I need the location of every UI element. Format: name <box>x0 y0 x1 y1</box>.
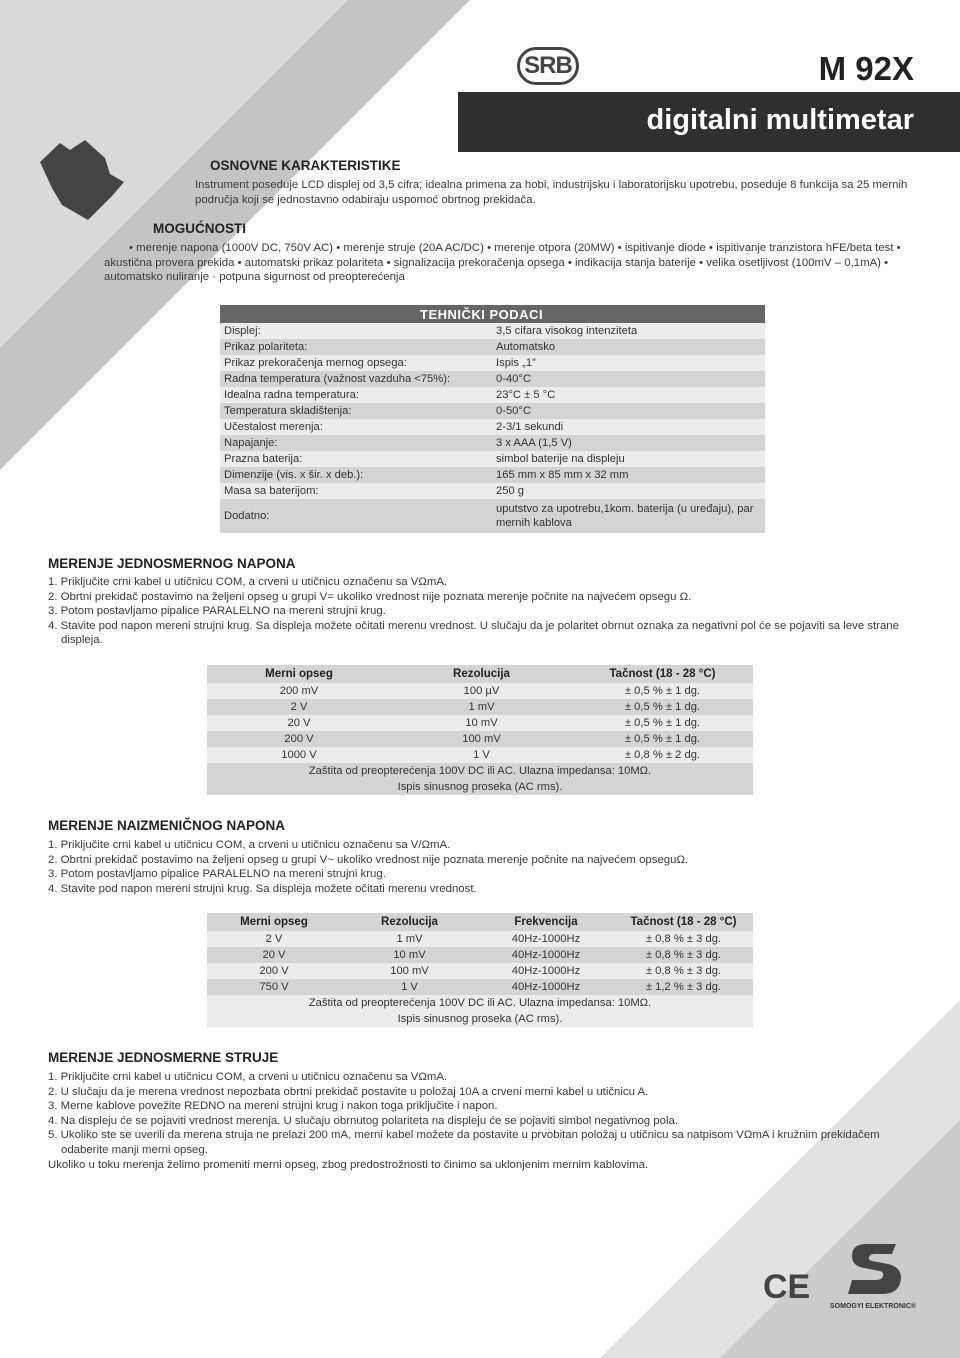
table-cell: ± 0,5 % ± 1 dg. <box>572 699 753 715</box>
spec-label: Masa sa baterijom: <box>220 483 492 499</box>
table-row <box>220 467 765 483</box>
dcv-heading-text: MERENJE JEDNOSMERNOG NAPONA <box>48 556 296 571</box>
table-cell: 1 mV <box>391 699 572 715</box>
spec-value: 23°C ± 5 °C <box>492 387 765 403</box>
column-header: Merni opseg <box>207 913 341 931</box>
table-row <box>207 931 753 947</box>
column-header: Merni opseg <box>207 665 391 683</box>
model-name: M 92X <box>818 50 914 87</box>
table-row <box>207 979 753 995</box>
dca-heading <box>48 1050 278 1065</box>
spec-label: Temperatura skladištenja: <box>220 403 492 419</box>
somogyi-s-icon <box>846 1240 906 1298</box>
table-cell: 100 mV <box>341 963 478 979</box>
list-item: 4. Stavite pod napon mereni strujni krug. Sa displeja možete očitati merenu vrednost. U slučaju da je polaritet obrnut oznaka za negativni pol će se pojaviti sa leve strane displeja. <box>48 619 899 647</box>
spec-value: 0-50°C <box>492 403 765 419</box>
table-cell: 100 mV <box>391 731 572 747</box>
dca-steps <box>48 1070 918 1172</box>
table-cell: ± 0,5 % ± 1 dg. <box>572 683 753 699</box>
table-cell: 750 V <box>207 979 341 995</box>
dcv-table <box>207 665 753 795</box>
table-row <box>220 371 765 387</box>
acv-heading <box>48 818 285 833</box>
table-row <box>220 387 765 403</box>
note-line: Ispis sinusnog proseka (AC rms). <box>397 1013 563 1025</box>
spec-value: Automatsko <box>492 339 765 355</box>
table-row <box>220 499 765 533</box>
column-header: Frekvencija <box>478 913 614 931</box>
column-header: Rezolucija <box>341 913 478 931</box>
column-header: Tačnost (18 - 28 °C) <box>572 665 753 683</box>
features-heading-text: MOGUĆNOSTI <box>153 221 246 236</box>
table-cell: 2 V <box>207 699 391 715</box>
specs-table <box>220 305 765 533</box>
note-line: Zaštita od preopterećenja 100V DC ili AC. Ulazna impedansa: 10MΩ. <box>308 997 652 1009</box>
table-cell: ± 0,8 % ± 3 dg. <box>614 947 753 963</box>
spec-value: 250 g <box>492 483 765 499</box>
list-item: 1. Priključite crni kabel u utičnicu COM, a crveni u utičnicu označenu sa VΩmA. <box>48 1071 448 1083</box>
spec-value: simbol baterije na displeju <box>492 451 765 467</box>
table-cell: 1000 V <box>207 747 391 763</box>
table-cell: ± 0,5 % ± 1 dg. <box>572 731 753 747</box>
table-row <box>220 339 765 355</box>
table-cell: ± 0,8 % ± 3 dg. <box>614 931 753 947</box>
spec-label: Učestalost merenja: <box>220 419 492 435</box>
list-item: 2. Obrtni prekidač postavimo na željeni opseg u grupi V~ ukoliko vrednost nije poznata merenje počnite na najvećem opseguΩ. <box>48 853 689 866</box>
list-item: 2. Obrtni prekidač postavimo na željeni opseg u grupi V= ukoliko vrednost nije poznata merenje počnite na najvećem opsegu Ω. <box>48 590 692 603</box>
features-heading <box>153 221 246 236</box>
note-line: Ispis sinusnog proseka (AC rms). <box>397 781 563 793</box>
table-cell: 200 mV <box>207 683 391 699</box>
spec-value: Ispis „1” <box>492 355 765 371</box>
table-cell: 20 V <box>207 947 341 963</box>
table-row <box>207 947 753 963</box>
srb-logo-text: SRB <box>524 52 572 79</box>
basic-heading <box>210 158 401 173</box>
table-note-row <box>207 763 753 795</box>
table-cell: ± 0,5 % ± 1 dg. <box>572 715 753 731</box>
ce-mark: CE <box>763 1268 811 1306</box>
dcv-heading <box>48 556 296 571</box>
brand-logo <box>830 1240 917 1310</box>
table-cell: 1 mV <box>341 931 478 947</box>
table-row <box>220 355 765 371</box>
table-row <box>207 731 753 747</box>
table-row <box>220 403 765 419</box>
table-row <box>207 715 753 731</box>
spec-label: Prikaz polariteta: <box>220 339 492 355</box>
table-cell: 200 V <box>207 731 391 747</box>
page-title: digitalni multimetar <box>646 104 914 136</box>
table-note <box>207 763 753 795</box>
acv-table <box>207 913 753 1027</box>
table-cell: ± 0,8 % ± 3 dg. <box>614 963 753 979</box>
title-bar <box>458 92 960 152</box>
spec-label: Idealna radna temperatura: <box>220 387 492 403</box>
table-row <box>207 683 753 699</box>
spec-value: 2-3/1 sekundi <box>492 419 765 435</box>
table-row <box>207 963 753 979</box>
table-cell: 2 V <box>207 931 341 947</box>
spec-label: Prikaz prekoračenja mernog opsega: <box>220 355 492 371</box>
list-item: 4. Stavite pod napon mereni strujni krug. Sa displeja možete očitati merenu vrednost. <box>48 882 477 895</box>
table-row <box>220 451 765 467</box>
acv-heading-text: MERENJE NAIZMENIČNOG NAPONA <box>48 818 286 833</box>
acv-steps <box>48 838 918 896</box>
table-cell: 20 V <box>207 715 391 731</box>
list-item: 3. Potom postavljamo pipalice PARALELNO na mereni strujni krug. <box>48 868 386 881</box>
spec-value: uputstvo za upotrebu,1kom. baterija (u uređaju), par mernih kablova <box>492 499 765 533</box>
table-cell: 1 V <box>341 979 478 995</box>
table-header-row <box>207 665 753 683</box>
list-item: 1. Priključite crni kabel u utičnicu COM, a crveni u utičnicu označenu sa V/ΩmA. <box>48 839 451 851</box>
table-row <box>207 699 753 715</box>
table-cell: 1 V <box>391 747 572 763</box>
spec-value: 3,5 cifara visokog intenziteta <box>492 323 765 339</box>
basic-heading-text: OSNOVNE KARAKTERISTIKE <box>210 158 401 173</box>
spec-label: Prazna baterija: <box>220 451 492 467</box>
list-item: 4. Na displeju će se pojaviti vrednost merenja. U slučaju obrnutog polariteta na displeju će se pojaviti simbol negativnog pola. <box>48 1114 679 1127</box>
note-line: Zaštita od preopterećenja 100V DC ili AC. Ulazna impedansa: 10MΩ. <box>308 765 652 777</box>
table-note <box>207 995 753 1027</box>
table-row <box>220 419 765 435</box>
brand-name: SOMOGYI ELEKTRONIC® <box>830 1303 917 1310</box>
srb-logo <box>517 47 579 85</box>
basic-text: Instrument poseduje LCD displej od 3,5 cifra; idealna primena za hobi, industrijsku i laboratorijsku upotrebu, poseduje 8 funkcija sa 25 mernih područja koji se jednostavno odabiraju uspomoć obrtnog prekidača. <box>195 179 908 206</box>
spec-value: 0-40°C <box>492 371 765 387</box>
table-cell: ± 1,2 % ± 3 dg. <box>614 979 753 995</box>
spec-label: Dodatno: <box>220 499 492 533</box>
table-cell: 40Hz-1000Hz <box>478 947 614 963</box>
list-item: 5. Ukoliko ste se uverili da merena struja ne prelazi 200 mA, merni kabel možete da postavite u prvobitan položaj u utičnicu sa natpisom VΩmA i kružnim prekidačem odaberite manji merni opseg. <box>48 1129 880 1156</box>
table-row <box>220 435 765 451</box>
table-cell: 40Hz-1000Hz <box>478 931 614 947</box>
table-row <box>220 483 765 499</box>
table-cell: 40Hz-1000Hz <box>478 963 614 979</box>
table-cell: 100 µV <box>391 683 572 699</box>
table-note-row <box>207 995 753 1027</box>
list-item: 2. U slučaju da je merena vrednost nepozbata obrtni prekidač postavite u položaj 10A a crveni merni kabel u utičnicu A. <box>48 1085 649 1098</box>
spec-label: Radna temperatura (važnost vazduha <75%): <box>220 371 492 387</box>
spec-label: Napajanje: <box>220 435 492 451</box>
table-cell: ± 0,8 % ± 2 dg. <box>572 747 753 763</box>
list-item: 1. Priključite crni kabel u utičnicu COM, a crveni u utičnicu označenu sa VΩmA. <box>48 576 448 588</box>
table-cell: 10 mV <box>341 947 478 963</box>
table-row <box>207 747 753 763</box>
column-header: Tačnost (18 - 28 °C) <box>614 913 753 931</box>
table-cell: 40Hz-1000Hz <box>478 979 614 995</box>
list-item: Ukoliko u toku merenja želimo promeniti merni opseg, zbog predostrožnosti to činimo sa uklonjenim mernim kablovima. <box>48 1158 649 1171</box>
specs-heading: TEHNIČKI PODACI <box>420 306 544 322</box>
features-text: • merenje napona (1000V DC, 750V AC) • merenje struje (20A AC/DC) • merenje otpora (20MW) • ispitivanje diode • ispitivanje tranzistora hFE/beta test • akustična provera prekida • automatski prikaz polariteta • signalizacija prekoračenja opsega • indikacija stanja baterije • velika osetljivost (100mV – 0,1mA) • automatsko nuliranje · potpuna sigurnost od preopterećenja <box>104 242 901 284</box>
table-cell: 200 V <box>207 963 341 979</box>
list-item: 3. Merne kablove povežite REDNO na mereni strujni krug i nakon toga priključite i napon. <box>48 1100 498 1113</box>
spec-value: 165 mm x 85 mm x 32 mm <box>492 467 765 483</box>
list-item: 3. Potom postavljamo pipalice PARALELNO na mereni strujni krug. <box>48 605 386 618</box>
column-header: Rezolucija <box>391 665 572 683</box>
table-cell: 10 mV <box>391 715 572 731</box>
dcv-steps <box>48 575 918 648</box>
spec-label: Displej: <box>220 323 492 339</box>
table-row <box>220 323 765 339</box>
table-header-row <box>207 913 753 931</box>
spec-label: Dimenzije (vis. x šir. x deb.): <box>220 467 492 483</box>
spec-value: 3 x AAA (1,5 V) <box>492 435 765 451</box>
dca-heading-text: MERENJE JEDNOSMERNE STRUJE <box>48 1050 279 1065</box>
